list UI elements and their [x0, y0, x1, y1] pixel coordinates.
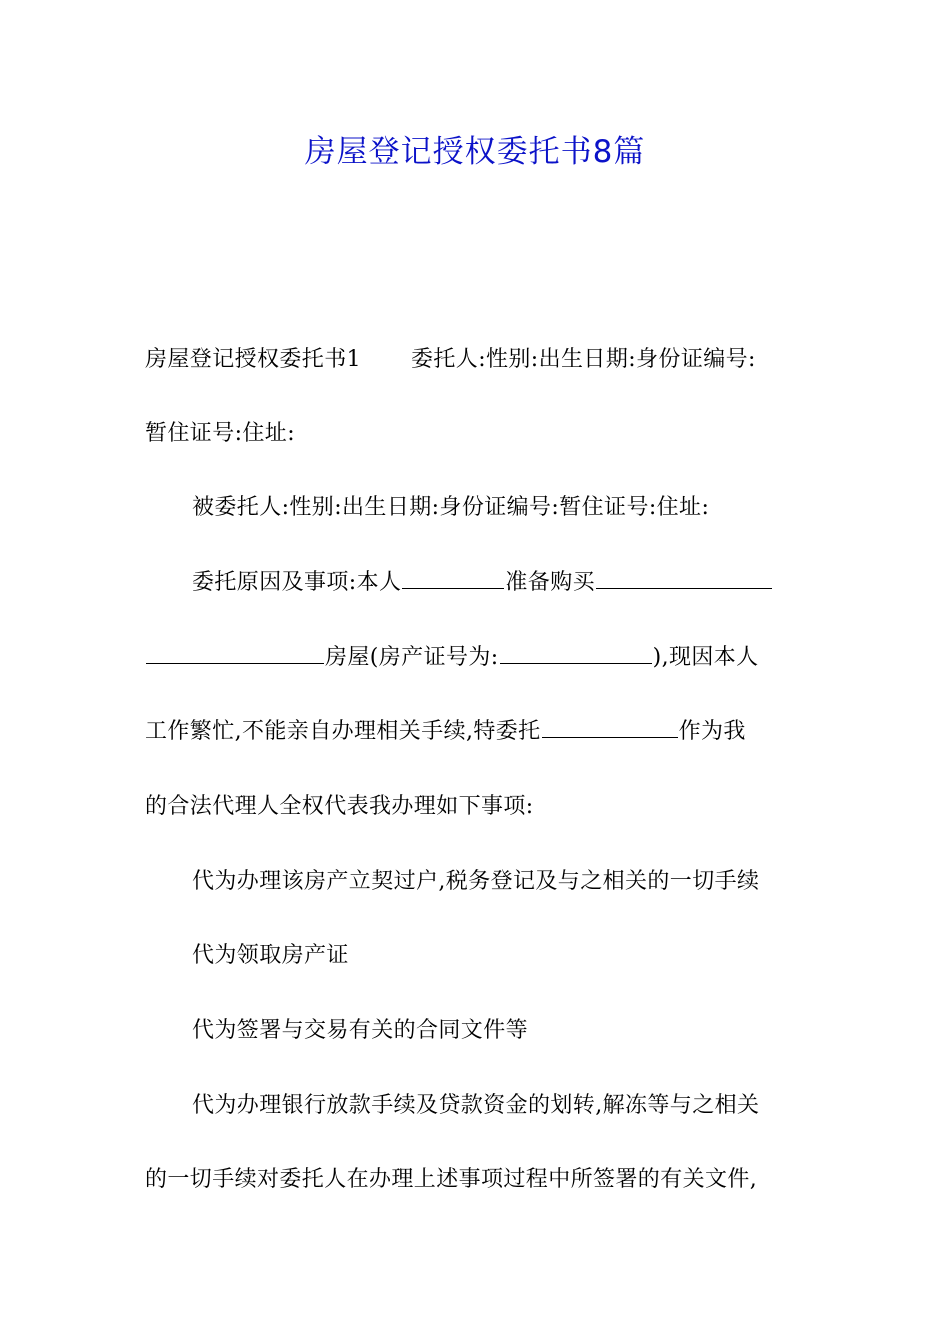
- paragraph-line: [192, 565, 872, 601]
- paragraph-line: [192, 490, 872, 526]
- fill-in-blank: [500, 641, 652, 664]
- text-segment: 的合法代理人全权代表我办理如下事项:: [145, 794, 534, 819]
- text-segment: 代为办理该房产立契过户,税务登记及与之相关的一切手续: [192, 869, 760, 894]
- paragraph-line: [145, 416, 825, 452]
- paragraph-line: [192, 864, 872, 900]
- text-segment: 的一切手续对委托人在办理上述事项过程中所签署的有关文件,: [145, 1167, 758, 1192]
- paragraph-line: [145, 1162, 825, 1198]
- fill-in-blank: [402, 566, 504, 589]
- text-segment: 暂住证号:住址:: [145, 421, 296, 446]
- section-heading: 房屋登记授权委托书1: [145, 347, 361, 372]
- text-segment: 房屋(房产证号为:: [325, 645, 499, 670]
- text-segment: 被委托人:性别:出生日期:身份证编号:暂住证号:住址:: [192, 495, 710, 520]
- text-segment: 作为我: [678, 719, 746, 744]
- fill-in-blank: [596, 566, 772, 589]
- paragraph-line: [192, 938, 872, 974]
- text-segment: 委托人:性别:出生日期:身份证编号:: [411, 347, 756, 372]
- text-segment: 代为办理银行放款手续及贷款资金的划转,解冻等与之相关: [192, 1093, 760, 1118]
- text-segment: 工作繁忙,不能亲自办理相关手续,特委托: [145, 719, 541, 744]
- text-segment: 代为签署与交易有关的合同文件等: [192, 1018, 529, 1043]
- paragraph-line: [192, 1013, 872, 1049]
- paragraph-line: [145, 342, 825, 378]
- text-segment: 准备购买: [505, 570, 596, 595]
- paragraph-line: [192, 1088, 872, 1124]
- text-segment: 委托原因及事项:本人: [192, 570, 402, 595]
- fill-in-blank: [146, 641, 324, 664]
- paragraph-line: [145, 640, 825, 676]
- text-segment: 代为领取房产证: [192, 943, 349, 968]
- paragraph-line: [145, 789, 825, 825]
- text-segment: ),现因本人: [652, 645, 759, 670]
- paragraph-line: [145, 714, 825, 750]
- document-title: 房屋登记授权委托书8篇: [304, 134, 646, 170]
- fill-in-blank: [542, 715, 678, 738]
